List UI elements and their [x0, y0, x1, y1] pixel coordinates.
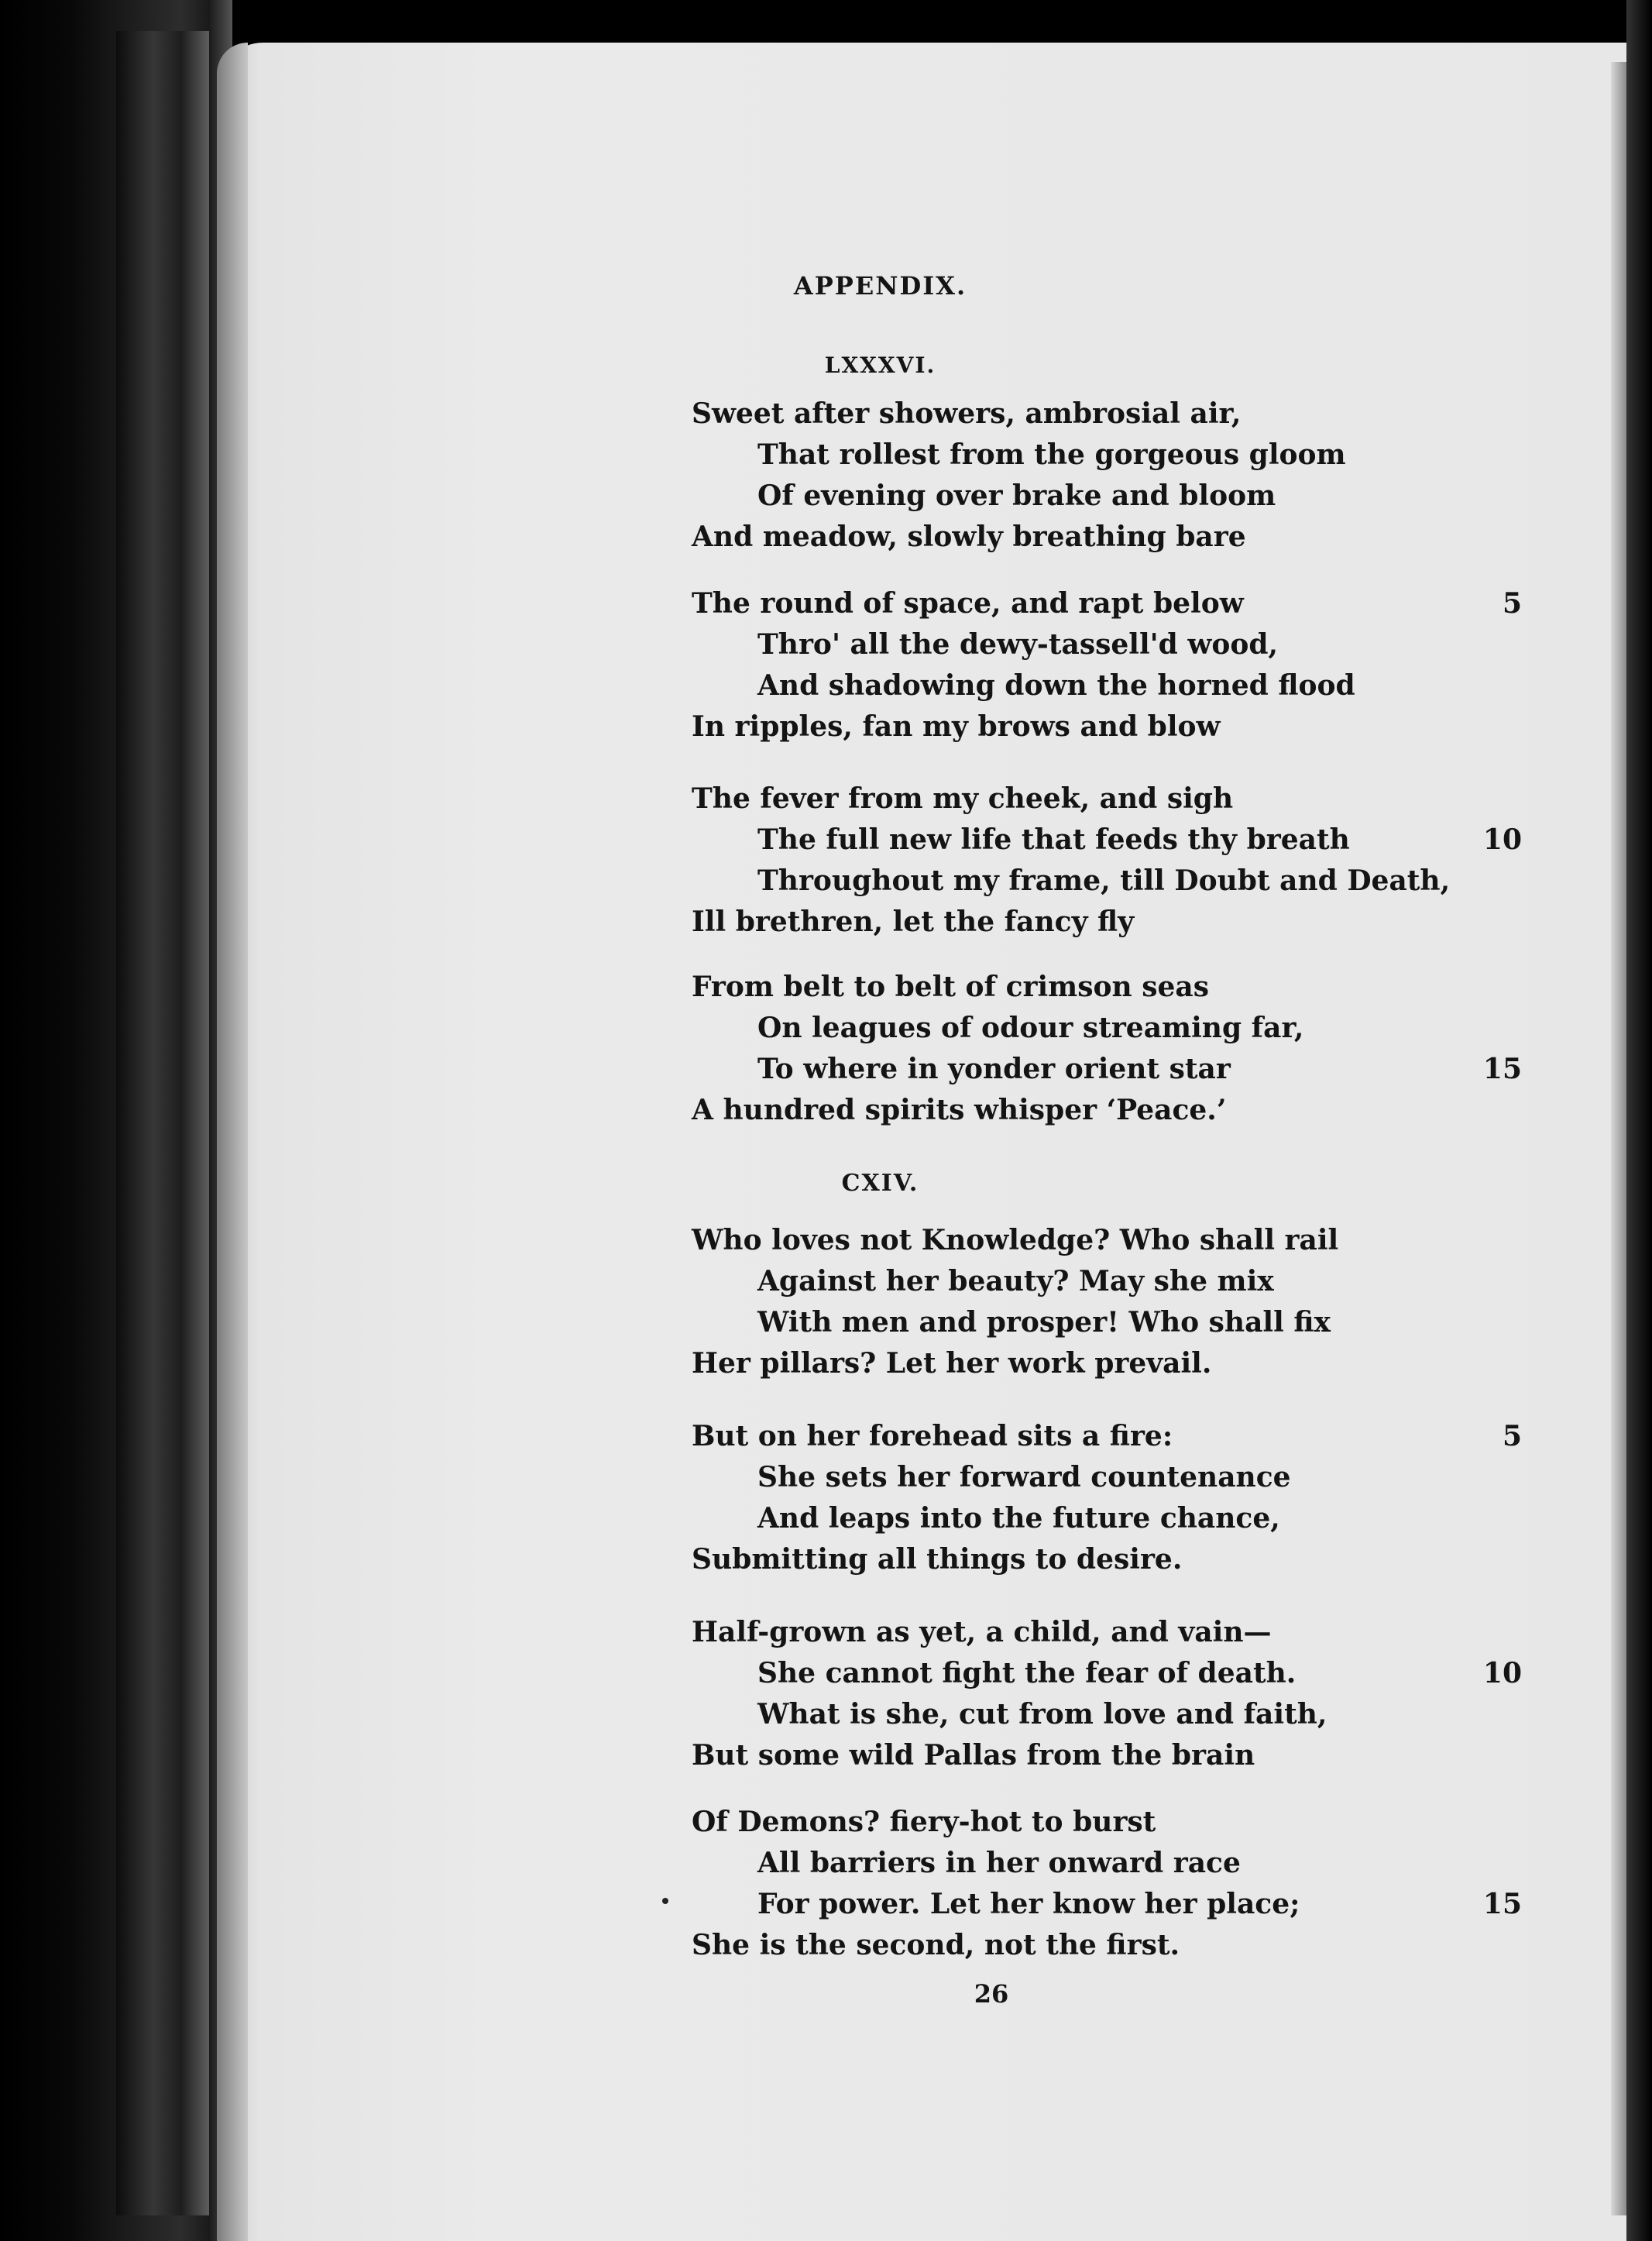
verse-line: But on her forehead sits a fire: — [692, 1420, 1173, 1452]
verse-line: On leagues of odour streaming far, — [757, 1012, 1304, 1044]
verse-line: To where in yonder orient star — [757, 1053, 1231, 1085]
verse-line: Submitting all things to desire. — [692, 1543, 1183, 1576]
page-number: 26 — [974, 1979, 1009, 2009]
verse-line: And leaps into the future chance, — [757, 1502, 1280, 1535]
verse-line: She sets her forward countenance — [757, 1461, 1291, 1493]
verse-line: From belt to belt of crimson seas — [692, 971, 1209, 1003]
verse-line: And meadow, slowly breathing bare — [692, 521, 1246, 553]
verse-line: She is the second, not the first. — [692, 1929, 1180, 1961]
poem-numeral: LXXXVI. — [824, 352, 936, 378]
verse-line: That rollest from the gorgeous gloom — [757, 438, 1346, 471]
verse-line: For power. Let her know her place; — [757, 1888, 1300, 1920]
verse-line: She cannot fight the fear of death. — [757, 1657, 1297, 1689]
verse-line: Who loves not Knowledge? Who shall rail — [692, 1224, 1339, 1256]
verse-line: Of Demons? fiery-hot to burst — [692, 1806, 1156, 1838]
verse-line: The full new life that feeds thy breath — [757, 823, 1350, 856]
verse-line: Throughout my frame, till Doubt and Death, — [757, 864, 1451, 897]
verse-line: In ripples, fan my brows and blow — [692, 710, 1221, 743]
verse-line: Her pillars? Let her work prevail. — [692, 1347, 1212, 1380]
page-title: APPENDIX. — [793, 271, 967, 301]
verse-line: Against her beauty? May she mix — [757, 1265, 1274, 1298]
verse-line: Ill brethren, let the fancy fly — [692, 906, 1135, 938]
verse-line: What is she, cut from love and faith, — [757, 1698, 1327, 1731]
print-speck — [662, 1898, 668, 1904]
line-number: 15 — [1482, 1053, 1522, 1085]
line-number: 5 — [1502, 587, 1522, 620]
line-number: 5 — [1502, 1420, 1522, 1452]
verse-line: With men and prosper! Who shall fix — [757, 1306, 1331, 1339]
line-number: 15 — [1482, 1888, 1522, 1920]
verse-line: Half-grown as yet, a child, and vain— — [692, 1616, 1272, 1648]
verse-line: The round of space, and rapt below — [692, 587, 1244, 620]
verse-line: A hundred spirits whisper ‘Peace.’ — [692, 1094, 1227, 1126]
verse-line: Of evening over brake and bloom — [757, 479, 1276, 512]
verse-line: But some wild Pallas from the brain — [692, 1739, 1255, 1772]
line-number: 10 — [1482, 823, 1522, 856]
verse-line: The fever from my cheek, and sigh — [692, 782, 1234, 815]
verse-line: Thro' all the dewy-tassell'd wood, — [757, 628, 1279, 661]
poem-numeral: CXIV. — [841, 1170, 919, 1197]
line-number: 10 — [1482, 1657, 1522, 1689]
verse-line: Sweet after showers, ambrosial air, — [692, 397, 1242, 430]
verse-line: All barriers in her onward race — [757, 1847, 1241, 1879]
verse-line: And shadowing down the horned flood — [757, 669, 1355, 702]
